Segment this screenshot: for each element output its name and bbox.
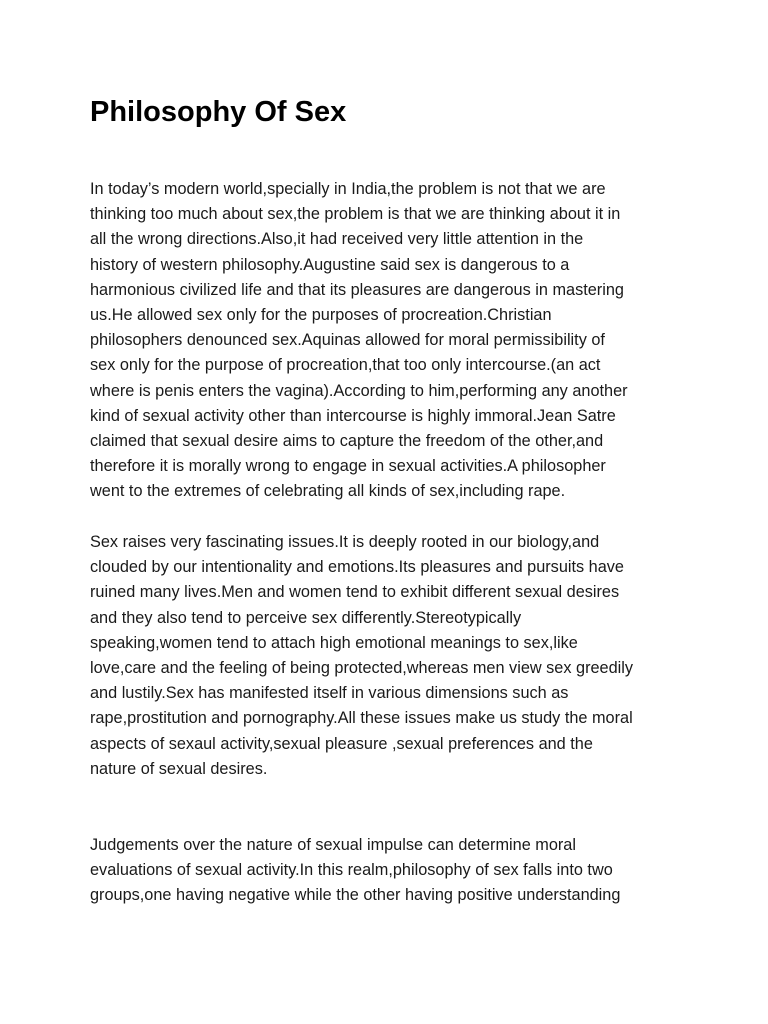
page-title: Philosophy Of Sex: [90, 96, 347, 128]
text-line: harmonious civilized life and that its pleasures are dangerous in mastering: [90, 280, 624, 299]
text-line: claimed that sexual desire aims to capture the freedom of the other,and: [90, 432, 604, 451]
text-line: all the wrong directions.Also,it had received very little attention in the: [90, 230, 584, 249]
text-line: thinking too much about sex,the problem is that we are thinking about it in: [90, 205, 621, 224]
paragraph-3: [90, 833, 620, 909]
text-line: sex only for the purpose of procreation,that too only intercourse.(an act: [90, 356, 601, 375]
text-line: and they also tend to perceive sex differently.Stereotypically: [90, 608, 522, 627]
text-line: evaluations of sexual activity.In this realm,philosophy of sex falls into two: [90, 861, 613, 880]
text-line: Sex raises very fascinating issues.It is deeply rooted in our biology,and: [90, 533, 600, 551]
text-line: kind of sexual activity other than intercourse is highly immoral.Jean Satre: [90, 406, 616, 425]
text-line: groups,one having negative while the other having positive understanding: [90, 886, 621, 905]
text-line: history of western philosophy.Augustine said sex is dangerous to a: [90, 255, 570, 274]
text-line: nature of sexual desires.: [90, 759, 268, 778]
text-line: rape,prostitution and pornography.All these issues make us study the moral: [90, 709, 633, 728]
text-line: speaking,women tend to attach high emotional meanings to sex,like: [90, 633, 578, 652]
text-line: where is penis enters the vagina).According to him,performing any another: [90, 381, 628, 400]
text-line: love,care and the feeling of being protected,whereas men view sex greedily: [90, 659, 634, 678]
text-line: went to the extremes of celebrating all kinds of sex,including rape.: [90, 482, 566, 501]
paragraph-2: [90, 530, 633, 782]
text-line: aspects of sexaul activity,sexual pleasure ,sexual preferences and the: [90, 734, 593, 753]
text-line: therefore it is morally wrong to engage in sexual activities.A philosopher: [90, 457, 606, 476]
text-line: philosophers denounced sex.Aquinas allowed for moral permissibility of: [90, 331, 605, 350]
text-line: In today’s modern world,specially in India,the problem is not that we are: [90, 180, 606, 198]
text-line: us.He allowed sex only for the purposes of procreation.Christian: [90, 306, 552, 325]
text-line: ruined many lives.Men and women tend to exhibit different sexual desires: [90, 583, 620, 602]
text-line: clouded by our intentionality and emotions.Its pleasures and pursuits have: [90, 558, 624, 577]
text-line: and lustily.Sex has manifested itself in various dimensions such as: [90, 684, 569, 703]
text-line: Judgements over the nature of sexual impulse can determine moral: [90, 836, 576, 854]
paragraph-1: [90, 177, 628, 505]
